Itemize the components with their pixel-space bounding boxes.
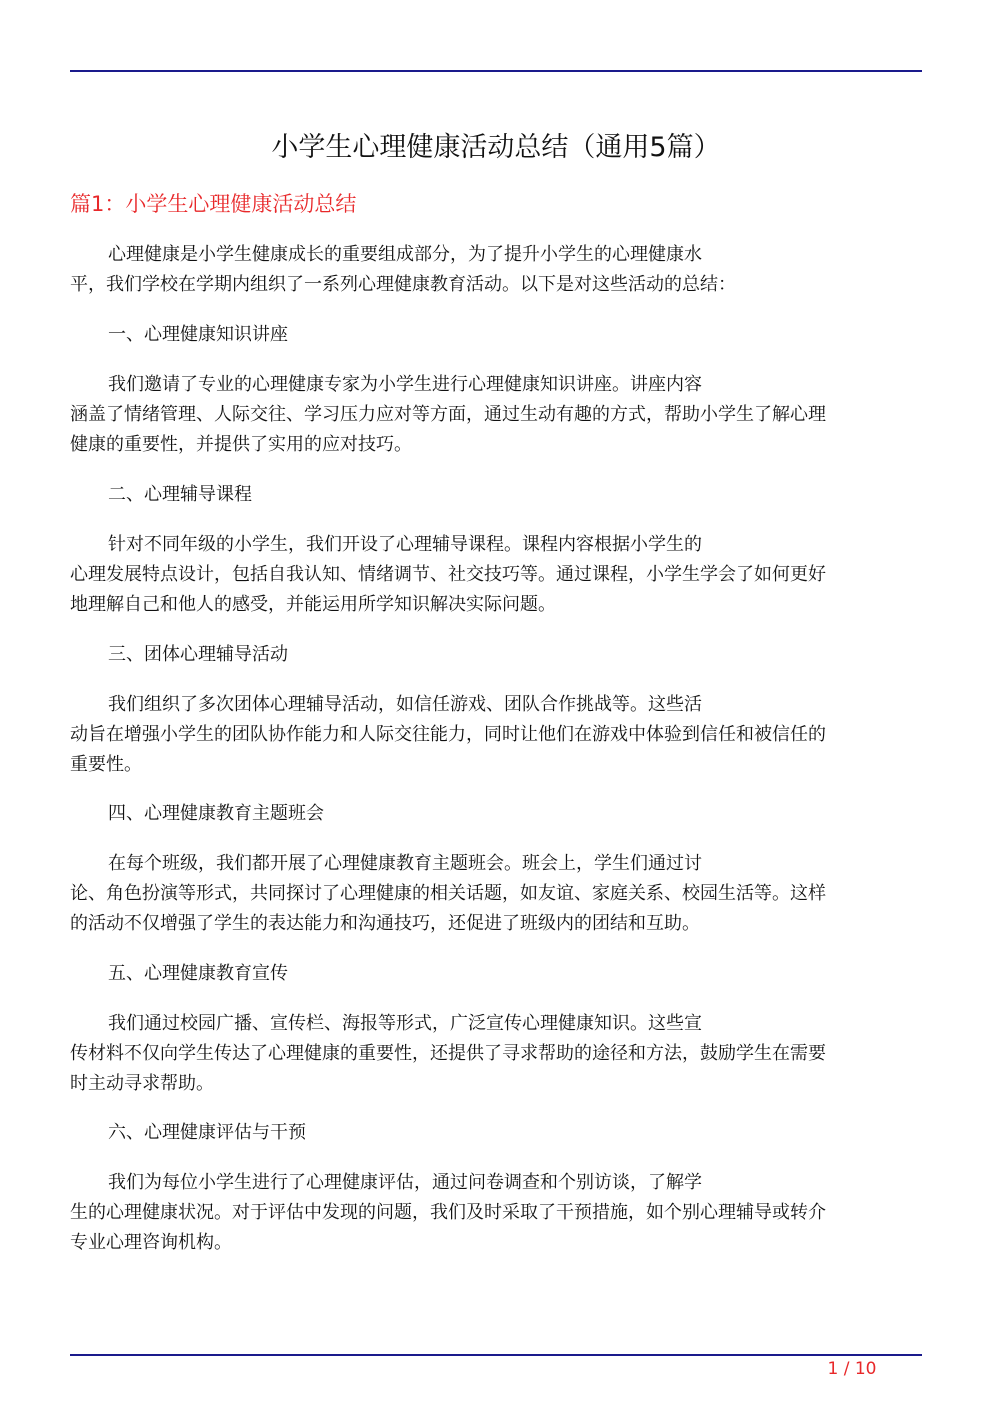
part-heading-2: 二、心理辅导课程 bbox=[108, 484, 252, 505]
part-paragraph-6 bbox=[70, 1168, 912, 1258]
paragraph-line: 专业心理咨询机构。 bbox=[70, 1232, 232, 1253]
part-paragraph-5 bbox=[70, 1009, 912, 1099]
paragraph-line: 健康的重要性，并提供了实用的应对技巧。 bbox=[70, 434, 412, 455]
footer-rule bbox=[70, 1354, 922, 1356]
paragraph-line: 论、角色扮演等形式，共同探讨了心理健康的相关话题，如友谊、家庭关系、校园生活等。这样 bbox=[70, 883, 826, 904]
paragraph-line: 我们为每位小学生进行了心理健康评估，通过问卷调查和个别访谈，了解学 bbox=[108, 1172, 702, 1193]
part-paragraph-1 bbox=[70, 370, 912, 460]
paragraph-line: 针对不同年级的小学生，我们开设了心理辅导课程。课程内容根据小学生的 bbox=[108, 534, 702, 555]
paragraph-line: 心理健康是小学生健康成长的重要组成部分，为了提升小学生的心理健康水 bbox=[108, 244, 702, 265]
paragraph-line: 重要性。 bbox=[70, 754, 142, 775]
part-heading-1: 一、心理健康知识讲座 bbox=[108, 324, 288, 345]
paragraph-line: 我们组织了多次团体心理辅导活动，如信任游戏、团队合作挑战等。这些活 bbox=[108, 694, 702, 715]
part-paragraph-3 bbox=[70, 690, 912, 780]
intro-paragraph bbox=[70, 240, 912, 300]
paragraph-line: 涵盖了情绪管理、人际交往、学习压力应对等方面，通过生动有趣的方式，帮助小学生了解心理 bbox=[70, 404, 826, 425]
paragraph-line: 我们邀请了专业的心理健康专家为小学生进行心理健康知识讲座。讲座内容 bbox=[108, 374, 702, 395]
part-paragraph-2 bbox=[70, 530, 912, 620]
paragraph-line: 动旨在增强小学生的团队协作能力和人际交往能力，同时让他们在游戏中体验到信任和被信任的 bbox=[70, 724, 826, 745]
paragraph-line: 心理发展特点设计，包括自我认知、情绪调节、社交技巧等。通过课程，小学生学会了如何更好 bbox=[70, 564, 826, 585]
document-title: 小学生心理健康活动总结（通用5篇） bbox=[271, 132, 721, 163]
section-title: 篇1：小学生心理健康活动总结 bbox=[70, 192, 357, 216]
page-indicator: 1 / 10 bbox=[827, 1359, 877, 1379]
paragraph-line: 我们通过校园广播、宣传栏、海报等形式，广泛宣传心理健康知识。这些宣 bbox=[108, 1013, 702, 1034]
part-paragraph-4 bbox=[70, 849, 912, 939]
paragraph-line: 传材料不仅向学生传达了心理健康的重要性，还提供了寻求帮助的途径和方法，鼓励学生在需要 bbox=[70, 1043, 826, 1064]
paragraph-line: 平，我们学校在学期内组织了一系列心理健康教育活动。以下是对这些活动的总结： bbox=[70, 274, 736, 295]
part-heading-5: 五、心理健康教育宣传 bbox=[108, 963, 288, 984]
paragraph-line: 在每个班级，我们都开展了心理健康教育主题班会。班会上，学生们通过讨 bbox=[108, 853, 702, 874]
paragraph-line: 的活动不仅增强了学生的表达能力和沟通技巧，还促进了班级内的团结和互助。 bbox=[70, 913, 700, 934]
part-heading-4: 四、心理健康教育主题班会 bbox=[108, 803, 324, 824]
header-rule bbox=[70, 70, 922, 72]
part-heading-3: 三、团体心理辅导活动 bbox=[108, 644, 288, 665]
part-heading-6: 六、心理健康评估与干预 bbox=[108, 1122, 306, 1143]
paragraph-line: 时主动寻求帮助。 bbox=[70, 1073, 214, 1094]
paragraph-line: 生的心理健康状况。对于评估中发现的问题，我们及时采取了干预措施，如个别心理辅导或转介 bbox=[70, 1202, 826, 1223]
paragraph-line: 地理解自己和他人的感受，并能运用所学知识解决实际问题。 bbox=[70, 594, 556, 615]
